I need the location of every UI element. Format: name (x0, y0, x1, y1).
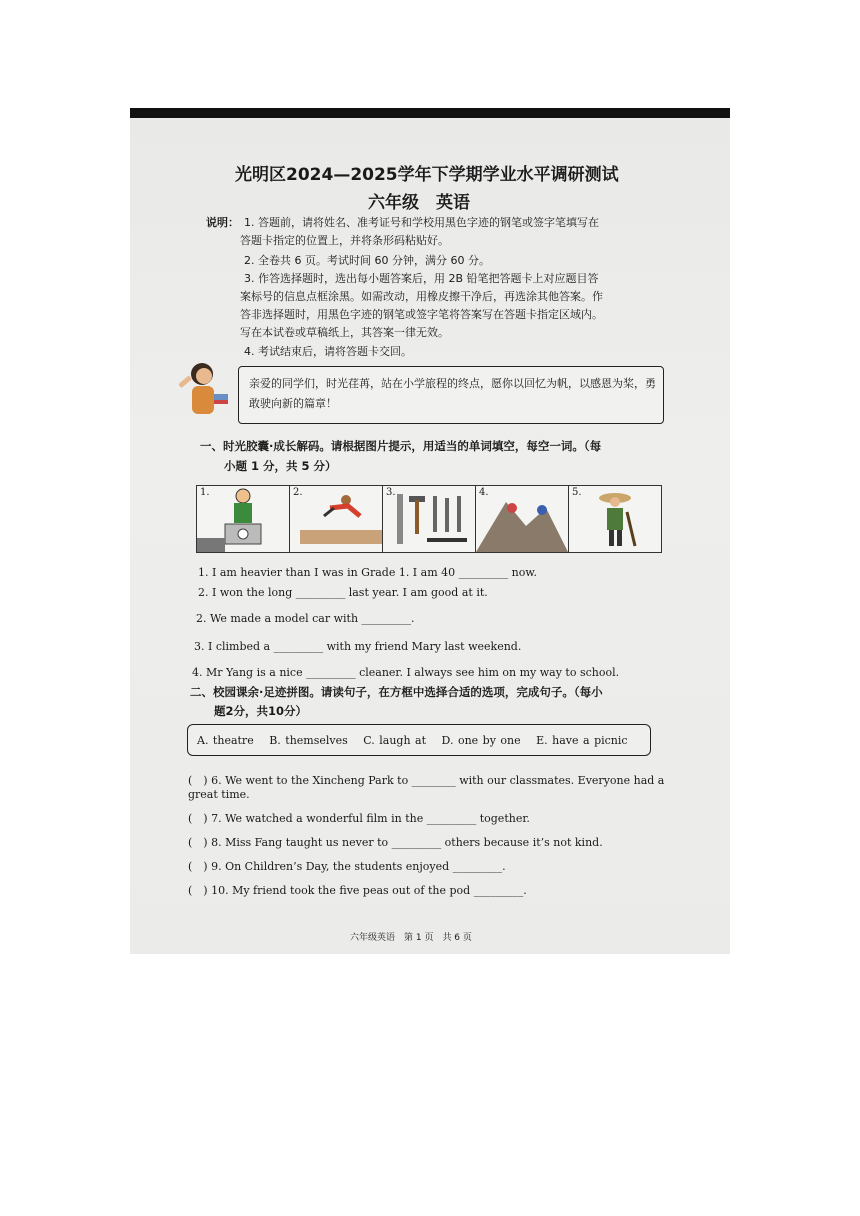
question-6: ( ) 6. We went to the Xincheng Park to ________ with our classmates. Everyone had a (188, 774, 665, 787)
instruction-3c: 答非选择题时，用黑色字迹的钢笔或签字笔将答案写在答题卡指定区域内。 (240, 308, 603, 321)
question-4: 3. I climbed a _________ with my friend Mary last weekend. (194, 640, 522, 653)
question-7: ( ) 7. We watched a wonderful film in the _________ together. (188, 812, 530, 825)
picture-5-cleaner: 5. (569, 486, 661, 552)
section-2-heading-cont: 题2分，共10分） (214, 704, 308, 718)
question-2: 2. I won the long _________ last year. I am good at it. (198, 586, 488, 599)
question-8: ( ) 8. Miss Fang taught us never to _________ others because it’s not kind. (188, 836, 603, 849)
teacher-illustration (170, 358, 240, 420)
scale-icon (197, 486, 289, 552)
street-cleaner-icon (569, 486, 661, 552)
instruction-1: 1. 答题前，请将姓名、准考证号和学校用黑色字迹的钢笔或签字笔填写在 (244, 216, 599, 229)
question-9: ( ) 9. On Children’s Day, the students enjoyed _________. (188, 860, 506, 873)
instruction-3: 3. 作答选择题时，选出每小题答案后，用 2B 铅笔把答题卡上对应题目答 (244, 272, 599, 285)
section-1-heading-cont: 小题 1 分，共 5 分） (224, 459, 337, 473)
instruction-3b: 案标号的信息点框涂黑。如需改动，用橡皮擦干净后，再选涂其他答案。作 (240, 290, 603, 303)
question-5: 4. Mr Yang is a nice _________ cleaner. I always see him on my way to school. (192, 666, 620, 679)
picture-1-scale: 1. (197, 486, 290, 552)
question-1: 1. I am heavier than I was in Grade 1. I am 40 _________ now. (198, 566, 537, 579)
instruction-3d: 写在本试卷或草稿纸上，其答案一律无效。 (240, 326, 449, 339)
instruction-4: 4. 考试结束后，请将答题卡交回。 (244, 345, 412, 358)
options-text: A. theatre B. themselves C. laugh at D. one by one E. have a picnic (197, 734, 628, 747)
page-footer: 六年级英语 第 1 页 共 6 页 (350, 933, 472, 943)
question-6-cont: great time. (188, 788, 250, 801)
page-subtitle: 六年级 英语 (368, 193, 470, 213)
instructions-label: 说明： (206, 216, 239, 229)
picture-strip (196, 485, 662, 553)
instruction-1b: 答题卡指定的位置上，并将条形码粘贴好。 (240, 234, 449, 247)
exam-page (130, 118, 730, 954)
greeting-text: 亲爱的同学们，时光荏苒，站在小学旅程的终点，愿你以回忆为帆，以感恩为桨，勇敢驶向新的篇章！ (249, 377, 656, 410)
mountain-icon (476, 486, 568, 552)
picture-2-jump: 2. (290, 486, 383, 552)
section-2-heading: 二、校园课余·足迹拼图。请读句子，在方框中选择合适的选项，完成句子。（每小 (190, 685, 603, 699)
tools-icon (383, 486, 475, 552)
section-1-heading: 一、时光胶囊·成长解码。请根据图片提示，用适当的单词填空，每空一词。（每 (200, 439, 602, 453)
greeting-box (238, 366, 664, 424)
photo-top-edge (130, 108, 730, 118)
question-3: 2. We made a model car with _________. (196, 612, 415, 625)
instruction-2: 2. 全卷共 6 页。考试时间 60 分钟，满分 60 分。 (244, 254, 490, 267)
options-box (187, 724, 651, 756)
picture-3-tools: 3. (383, 486, 476, 552)
question-10: ( ) 10. My friend took the five peas out of the pod _________. (188, 884, 527, 897)
picture-4-climb: 4. (476, 486, 569, 552)
long-jump-icon (290, 486, 382, 552)
page-title: 光明区2024—2025学年下学期学业水平调研测试 (235, 165, 619, 185)
